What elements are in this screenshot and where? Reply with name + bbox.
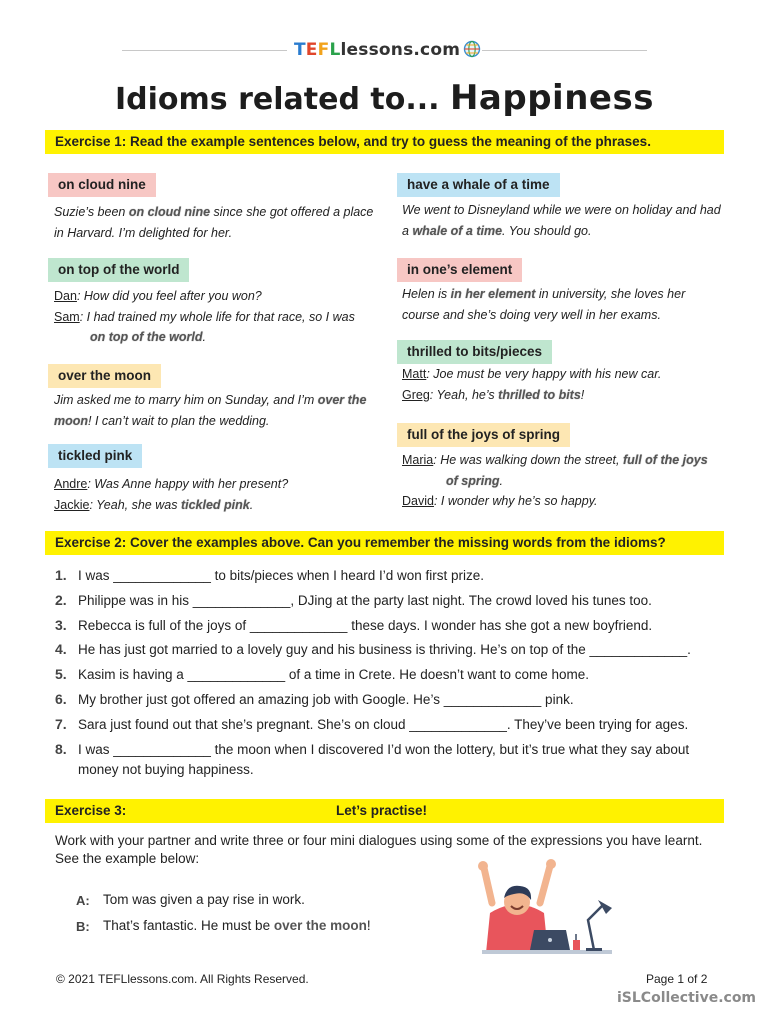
idiom-example-in-ones-element xyxy=(402,284,712,325)
dialogue-idiom: over the moon xyxy=(273,918,367,933)
idiom-example-thrilled-to-bits xyxy=(402,364,722,405)
dialogue-text: ! xyxy=(366,918,371,933)
idiom-label-thrilled-to-bits: thrilled to bits/pieces xyxy=(397,340,552,364)
question-number: 6. xyxy=(55,691,67,707)
watermark: iSLCollective.com xyxy=(617,990,757,1006)
example-idiom: on cloud nine xyxy=(128,205,211,219)
example-text: Jim asked me to marry him on Sunday, and I’m xyxy=(54,393,318,407)
logo-tefl: TEFL xyxy=(294,40,341,60)
logo-rest: lessons.com xyxy=(340,40,461,60)
page-number: Page 1 of 2 xyxy=(646,972,708,986)
idiom-example-on-top-of-the-world xyxy=(54,286,384,348)
example-idiom: full of the joys xyxy=(622,453,708,467)
exercise3-bar xyxy=(45,799,724,823)
question-text: Philippe was in his _____________, DJing at the party last night. The crowd loved his tunes too. xyxy=(78,593,652,608)
example-text: . xyxy=(249,497,254,512)
question-number: 1. xyxy=(55,567,67,583)
exercise3-label: Exercise 3: xyxy=(55,803,127,818)
dialogue-speaker-a: A: xyxy=(76,893,90,908)
question-text: I was _____________ to bits/pieces when I heard I’d won first prize. xyxy=(78,568,484,583)
speaker-name: Matt xyxy=(402,367,427,381)
question-number: 3. xyxy=(55,617,67,633)
question-number: 8. xyxy=(55,741,67,757)
copyright-notice: © 2021 TEFLlessons.com. All Rights Reserved. xyxy=(56,972,309,986)
header-rule-right xyxy=(482,50,647,51)
dialogue-line xyxy=(54,327,384,348)
page-title xyxy=(115,78,654,118)
dialogue-line xyxy=(54,495,384,516)
globe-icon xyxy=(463,40,481,63)
idiom-example-tickled-pink xyxy=(54,474,384,515)
question-number: 7. xyxy=(55,716,67,732)
example-text: . xyxy=(202,330,206,344)
idiom-label-in-ones-element: in one’s element xyxy=(397,258,522,282)
site-logo xyxy=(294,40,481,63)
question-text: My brother just got offered an amazing job with Google. He’s _____________ pink. xyxy=(78,692,574,707)
dialogue-text: That’s fantastic. He must be xyxy=(103,918,274,933)
example-text: ! I can’t wait to plan the wedding. xyxy=(88,413,270,428)
idiom-label-full-of-the-joys-of-spring: full of the joys of spring xyxy=(397,423,570,447)
dialogue-text: : Yeah, she was xyxy=(89,497,181,512)
idiom-example-whale-of-a-time xyxy=(402,200,722,241)
example-text: Suzie’s been xyxy=(54,205,129,219)
title-topic: Happiness xyxy=(449,78,654,118)
dialogue-text: : He was walking down the street, xyxy=(433,453,623,467)
example-text: . xyxy=(499,473,503,488)
dialogue-line-b xyxy=(103,918,371,933)
dialogue-line xyxy=(54,474,384,495)
example-idiom: of spring xyxy=(446,473,500,488)
example-text: . You should go. xyxy=(502,223,592,238)
example-idiom: in her element xyxy=(450,287,536,301)
exercise3-instruction: Work with your partner and write three or four mini dialogues using some of the expressions you have learnt. See the example below: xyxy=(55,833,703,866)
idiom-label-on-cloud-nine: on cloud nine xyxy=(48,173,156,197)
speaker-name: Greg xyxy=(402,387,430,402)
question-number: 5. xyxy=(55,666,67,682)
dialogue-line xyxy=(54,286,384,307)
title-prefix: Idioms related to... xyxy=(115,82,440,117)
idiom-label-over-the-moon: over the moon xyxy=(48,364,161,388)
dialogue-line-a: Tom was given a pay rise in work. xyxy=(103,892,305,907)
dialogue-speaker-b: B: xyxy=(76,919,90,934)
question-text: Rebecca is full of the joys of _____________ these days. I wonder has she got a new boyfriend. xyxy=(78,618,653,633)
dialogue-line xyxy=(402,491,732,512)
example-text: in university, she loves her course and she’s doing very well in her exams. xyxy=(402,287,686,322)
example-text: We went to Disneyland while we were on holiday and had a xyxy=(402,203,721,238)
question-text: Kasim is having a _____________ of a time in Crete. He doesn’t want to come home. xyxy=(78,667,590,682)
exercise2-instruction: Exercise 2: Cover the examples above. Can you remember the missing words from the idioms? xyxy=(45,531,724,555)
question-number: 2. xyxy=(55,592,67,608)
speaker-name: Jackie xyxy=(54,497,90,512)
dialogue-line xyxy=(402,471,732,492)
exercise3-heading: Let’s practise! xyxy=(336,803,428,818)
speaker-name: Andre xyxy=(54,477,88,491)
example-text: since she got offered a place in Harvard. I’m delighted for her. xyxy=(54,205,374,240)
example-idiom: thrilled to bits xyxy=(498,387,581,402)
speaker-name: Dan xyxy=(54,289,77,303)
idiom-example-full-of-the-joys-of-spring xyxy=(402,450,732,512)
dialogue-text: : Was Anne happy with her present? xyxy=(87,477,289,491)
dialogue-line xyxy=(54,307,384,328)
question-number: 4. xyxy=(55,641,67,657)
speaker-name: David xyxy=(402,494,434,508)
dialogue-line xyxy=(402,364,722,385)
dialogue-text: : I wonder why he’s so happy. xyxy=(433,494,598,508)
dialogue-text: : Yeah, he’s xyxy=(429,387,499,402)
example-idiom: whale of a time xyxy=(412,223,503,238)
dialogue-line xyxy=(402,450,732,471)
speaker-name: Maria xyxy=(402,453,434,467)
dialogue-text: : I had trained my whole life for that race, so I was xyxy=(79,309,355,324)
happy-person-illustration xyxy=(462,858,622,958)
exercise1-instruction: Exercise 1: Read the example sentences below, and try to guess the meaning of the phrases. xyxy=(45,130,724,154)
example-idiom: over the moon xyxy=(54,393,367,428)
question-text: He has just got married to a lovely guy and his business is thriving. He’s on top of the _____________. xyxy=(78,642,691,657)
example-text: ! xyxy=(580,387,585,402)
idiom-label-tickled-pink: tickled pink xyxy=(48,444,142,468)
dialogue-text: : How did you feel after you won? xyxy=(76,289,262,303)
example-idiom: tickled pink xyxy=(180,497,250,512)
idiom-label-on-top-of-the-world: on top of the world xyxy=(48,258,189,282)
question-text: Sara just found out that she’s pregnant. She’s on cloud _____________. They’ve been trying for ages. xyxy=(78,717,689,732)
idiom-example-over-the-moon xyxy=(54,390,369,431)
speaker-name: Sam xyxy=(54,309,80,324)
example-idiom: on top of the world xyxy=(90,330,203,344)
dialogue-text: : Joe must be very happy with his new car. xyxy=(426,367,662,381)
dialogue-line xyxy=(402,385,722,406)
header-rule-left xyxy=(122,50,287,51)
question-text: I was _____________ the moon when I discovered I’d won the lottery, but it’s true what they say about money not buying happiness. xyxy=(78,742,690,777)
example-text: Helen is xyxy=(402,287,451,301)
idiom-label-whale-of-a-time: have a whale of a time xyxy=(397,173,560,197)
idiom-example-on-cloud-nine xyxy=(54,202,384,243)
